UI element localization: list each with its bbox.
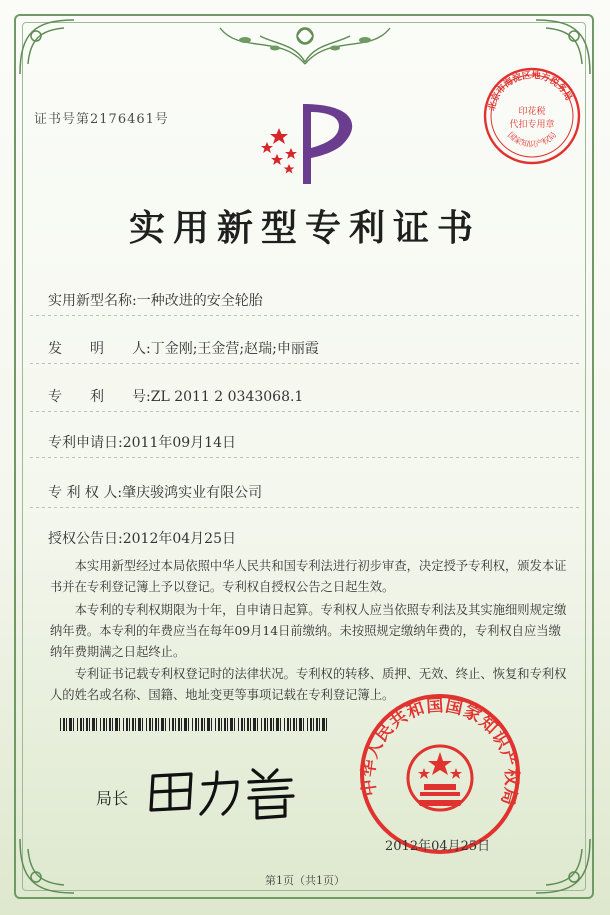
divider xyxy=(30,507,580,508)
corner-ornament-br xyxy=(526,829,596,899)
stamp-duty-seal xyxy=(480,64,584,168)
top-ornament xyxy=(200,14,410,74)
paragraph-3: 专利证书记载专利权登记时的法律状况。专利权的转移、质押、无效、终止、恢复和专利权人的姓名或名称、国籍、地址变更等事项记载在专利登记簿上。 xyxy=(50,667,567,702)
page-number: 第1页（共1页） xyxy=(265,874,345,887)
field-patent-holder: 专 利 权 人:肇庆骏鸿实业有限公司 xyxy=(48,485,263,501)
svg-text:田力普: 田力普 xyxy=(225,820,228,821)
field-name: 实用新型名称:一种改进的安全轮胎 xyxy=(48,293,263,309)
field-filing-date: 专利申请日:2011年09月14日 xyxy=(48,435,236,451)
director-signature xyxy=(145,760,305,822)
corner-ornament-tl xyxy=(14,14,84,84)
field-inventor: 发 明 人:丁金刚;王金营;赵瑞;申丽霞 xyxy=(48,341,319,357)
certificate-title: 实用新型专利证书 xyxy=(128,207,481,249)
svg-text:国家知识产权局: 国家知识产权局 xyxy=(505,130,559,149)
divider xyxy=(30,315,580,316)
svg-text:中华人民共和国国家知识产权局: 中华人民共和国国家知识产权局 xyxy=(358,695,522,809)
patent-office-logo xyxy=(255,98,365,186)
paragraph-2: 本专利的专利权期限为十年，自申请日起算。专利权人应当依照专利法及其实施细则规定缴纳年费。本专利的年费应当在每年09月14日前缴纳。未按照规定缴纳年费的，专利权自应当缴纳年费期满之日起终止。 xyxy=(50,603,567,659)
official-seal xyxy=(356,690,524,858)
divider xyxy=(30,457,580,458)
field-patent-number: 专 利 号:ZL 2011 2 0343068.1 xyxy=(48,389,304,405)
corner-ornament-bl xyxy=(14,829,84,899)
star-icon xyxy=(261,128,297,174)
svg-text:北京市海淀区地方税务局: 北京市海淀区地方税务局 xyxy=(487,70,574,112)
svg-text:代扣专用章: 代扣专用章 xyxy=(509,120,555,130)
certificate-number: 证书号第2176461号 xyxy=(34,112,169,127)
divider xyxy=(30,411,580,412)
national-emblem-icon xyxy=(408,746,472,810)
field-grant-date: 授权公告日:2012年04月25日 xyxy=(48,531,236,547)
barcode xyxy=(60,718,330,731)
director-label: 局长 xyxy=(96,789,129,808)
divider xyxy=(30,363,580,364)
paragraph-1: 本实用新型经过本局依照中华人民共和国专利法进行初步审查，决定授予专利权，颁发本证书并在专利登记簿上予以登记。专利权自授权公告之日起生效。 xyxy=(50,559,567,594)
seal-date: 2012年04月25日 xyxy=(385,839,491,854)
svg-text:印花税: 印花税 xyxy=(518,107,546,117)
